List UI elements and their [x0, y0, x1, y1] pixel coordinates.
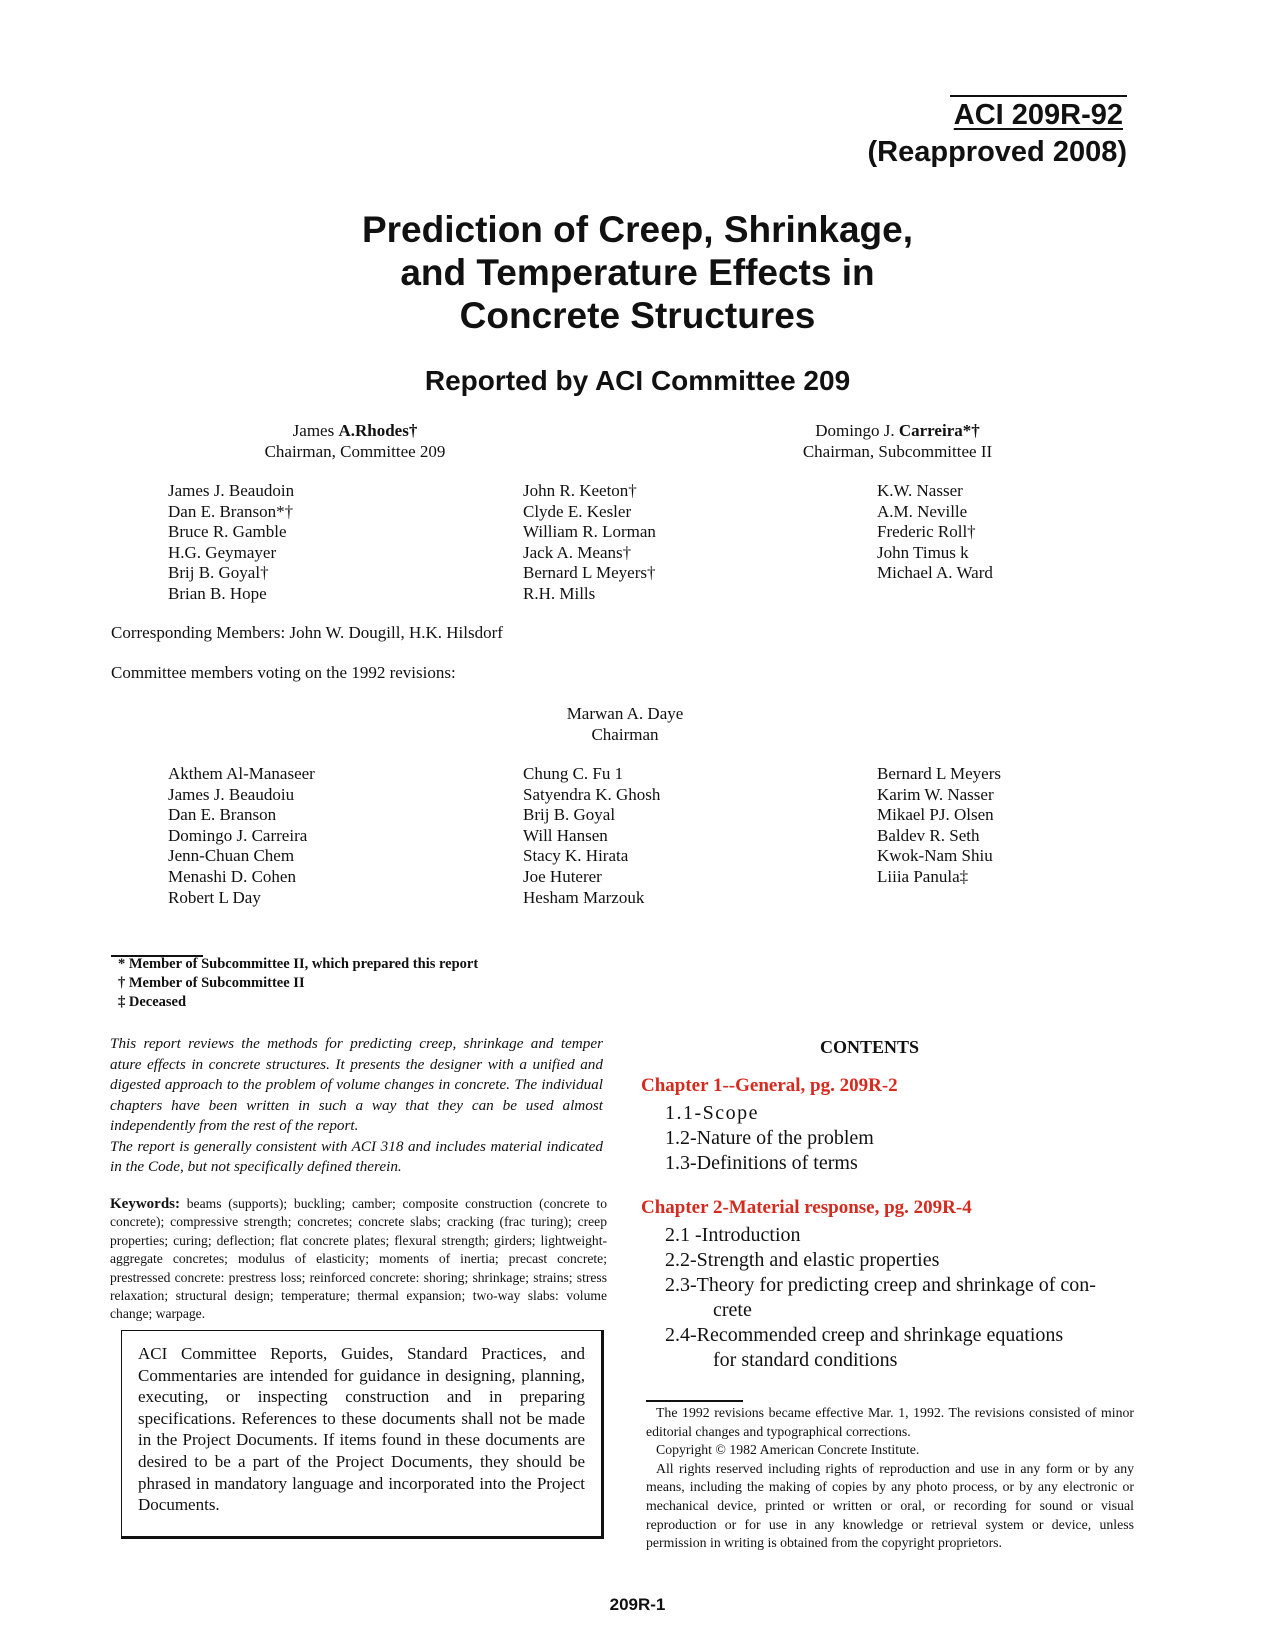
reapproval-note: (Reapproved 2008) [867, 136, 1127, 168]
contents-heading: CONTENTS [820, 1037, 920, 1057]
revisions-chair-name: Marwan A. Daye [566, 704, 684, 723]
revisions-intro: Committee members voting on the 1992 revisions: [111, 663, 456, 682]
member-name: Dan E. Branson [168, 805, 277, 825]
member-name: Domingo J. Carreira [168, 825, 308, 845]
revisions-note: The 1992 revisions became effective Mar. 1, 1992. The revisions consisted of minor editorial changes and typographical corrections. [646, 1405, 1134, 1439]
member-name: Chung C. Fu 1 [523, 764, 624, 783]
title-line-3: Concrete Structures [459, 295, 816, 336]
member-name: Kwok-Nam Shiu [877, 846, 993, 866]
member-name: Akthem Al-Manaseer [168, 764, 315, 783]
copyright-line: Copyright © 1982 American Concrete Institute. [656, 1442, 920, 1458]
member-name: H.G. Geymayer [168, 542, 277, 562]
title-line-2: and Temperature Effects in [400, 252, 875, 293]
page-number: 209R-1 [609, 1595, 666, 1614]
member-name: Bernard L Meyers [877, 764, 1001, 783]
member-name: Dan E. Branson*† [168, 501, 294, 521]
toc-item[interactable]: 2.1 -Introduction [665, 1224, 801, 1246]
member-name: Jack A. Means† [523, 542, 632, 562]
toc-item[interactable]: 2.2-Strength and elastic properties [665, 1249, 940, 1271]
committee-chair [250, 420, 460, 462]
member-name: R.H. Mills [523, 583, 596, 603]
revisions-chair-role: Chairman [591, 725, 659, 744]
member-name: Karim W. Nasser [877, 784, 994, 804]
member-name: William R. Lorman [523, 522, 656, 542]
abstract [110, 1034, 603, 1178]
member-name: Hesham Marzouk [523, 887, 645, 907]
contents-chapter-1 [641, 1075, 898, 1176]
member-name: Brij B. Goyal [523, 805, 616, 825]
voting-column-2 [523, 764, 660, 908]
member-name: Brian B. Hope [168, 583, 267, 603]
member-name: Will Hansen [523, 825, 608, 845]
toc-item-continuation: crete [713, 1299, 752, 1321]
title-line-1: Prediction of Creep, Shrinkage, [361, 209, 913, 250]
chapter-2-link[interactable]: Chapter 2-Material response, pg. 209R-4 [641, 1197, 972, 1218]
document-number-block [868, 95, 1128, 171]
member-name: Menashi D. Cohen [168, 866, 296, 886]
footnotes [118, 955, 478, 1012]
toc-item[interactable]: 1.3-Definitions of terms [665, 1152, 858, 1174]
document-title [0, 208, 1275, 337]
toc-item[interactable]: 1.2-Nature of the problem [665, 1127, 874, 1149]
reported-by-heading: Reported by ACI Committee 209 [424, 365, 851, 396]
revisions-chair [535, 703, 715, 745]
chair-last-name: A.Rhodes† [338, 421, 418, 440]
member-name: James J. Beaudoiu [168, 784, 295, 804]
voting-column-3 [877, 764, 1001, 888]
footnote-asterisk: * Member of Subcommittee II, which prepared this report [118, 956, 479, 972]
aci-notice-text: ACI Committee Reports, Guides, Standard Practices, and Commentaries are intended for guidance in designing, planning, executing, or inspecting construction and in preparing specifications. References to these documents shall not be made in the Project Documents. If items found in these documents are desired to be a part of the Project Documents, they should be phrased in mandatory language and incorporated into the Project Documents. [138, 1344, 585, 1515]
toc-item[interactable]: 2.4-Recommended creep and shrinkage equations [665, 1324, 1064, 1346]
member-name: Joe Huterer [523, 866, 602, 886]
member-name: Mikael PJ. Olsen [877, 805, 994, 825]
member-name: Bruce R. Gamble [168, 522, 287, 542]
toc-item[interactable]: 2.3-Theory for predicting creep and shrinkage of con- [665, 1274, 1096, 1296]
committee-chair-role: Chairman, Committee 209 [264, 442, 446, 461]
member-name: Frederic Roll† [877, 522, 976, 542]
member-name: Bernard L Meyers† [523, 563, 656, 583]
abstract-paragraph-1: This report reviews the methods for predicting creep, shrinkage and temper ature effects in concrete structures. It presents the designer with a unified and digested approach to the problem of volume changes in concrete. The individual chapters have been written in such a way that they can be used almost independently from the rest of the report. [110, 1035, 603, 1134]
contents-chapter-2 [641, 1197, 1096, 1373]
subcommittee-chair-name [785, 420, 1010, 441]
subchair-first-name: Domingo J. [815, 421, 899, 440]
chapter-1-link[interactable]: Chapter 1--General, pg. 209R-2 [641, 1075, 898, 1096]
corresponding-members: Corresponding Members: John W. Dougill, H.K. Hilsdorf [111, 623, 503, 642]
member-name: Baldev R. Seth [877, 825, 980, 845]
member-name: Liiia Panula‡ [877, 866, 969, 886]
document-number: ACI 209R-92 [950, 95, 1127, 133]
toc-item[interactable]: 1.1-Scope [665, 1102, 760, 1124]
footnote-double-dagger: ‡ Deceased [118, 994, 187, 1010]
abstract-paragraph-2: The report is generally consistent with ACI 318 and includes material indicated in the Code, but not specifically defined therein. [110, 1137, 603, 1175]
member-name: James J. Beaudoin [168, 481, 295, 500]
subchair-last-name: Carreira*† [898, 421, 980, 440]
subcommittee-chair-role: Chairman, Subcommittee II [802, 442, 993, 461]
member-name: Satyendra K. Ghosh [523, 784, 661, 804]
committee-chair-name [250, 420, 460, 441]
member-name: John R. Keeton† [523, 481, 637, 500]
members-column-3 [877, 481, 993, 584]
keywords-text: beams (supports); buckling; camber; composite construction (concrete to concrete); compressive strength; concretes; concrete slabs; cracking (frac turing); creep properties; curing; deflection; flat concrete plates; flexural strength; girders; lightweight-aggregate concretes; modulus of elasticity; moments of inertia; precast concrete; prestressed concrete: prestress loss; reinforced concrete: shoring; shrinkage; strains; stress relaxation; structural design; temperature; thermal expansion; two-way slabs: volume change; warpage. [110, 1196, 607, 1322]
copyright-divider [646, 1400, 743, 1402]
members-column-2 [523, 481, 656, 605]
keywords-label: Keywords: [110, 1196, 180, 1212]
rights-reserved: All rights reserved including rights of reproduction and use in any form or by any means, including the making of copies by any photo process, or by any electronic or mechanical device, printed or written or oral, or recording for sound or visual reproduction or for use in any knowledge or retrieval system or device, unless permission in writing is obtained from the copyright proprietors. [646, 1460, 1134, 1551]
chair-first-name: James [292, 421, 339, 440]
footnote-dagger: † Member of Subcommittee II [118, 975, 305, 991]
member-name: Robert L Day [168, 887, 261, 907]
member-name: Michael A. Ward [877, 563, 993, 583]
member-name: Brij B. Goyal† [168, 563, 269, 583]
aci-notice-box [121, 1330, 604, 1539]
member-name: Clyde E. Kesler [523, 501, 632, 521]
member-name: A.M. Neville [877, 501, 968, 521]
keywords [110, 1195, 607, 1324]
member-name: Stacy K. Hirata [523, 846, 629, 866]
copyright-notice [646, 1404, 1134, 1553]
member-name: K.W. Nasser [877, 481, 963, 500]
toc-item-continuation: for standard conditions [713, 1349, 898, 1371]
member-name: Jenn-Chuan Chem [168, 846, 295, 866]
members-column-1 [168, 481, 294, 605]
subcommittee-chair [785, 420, 1010, 462]
member-name: John Timus k [877, 542, 969, 562]
voting-column-1 [168, 764, 315, 908]
